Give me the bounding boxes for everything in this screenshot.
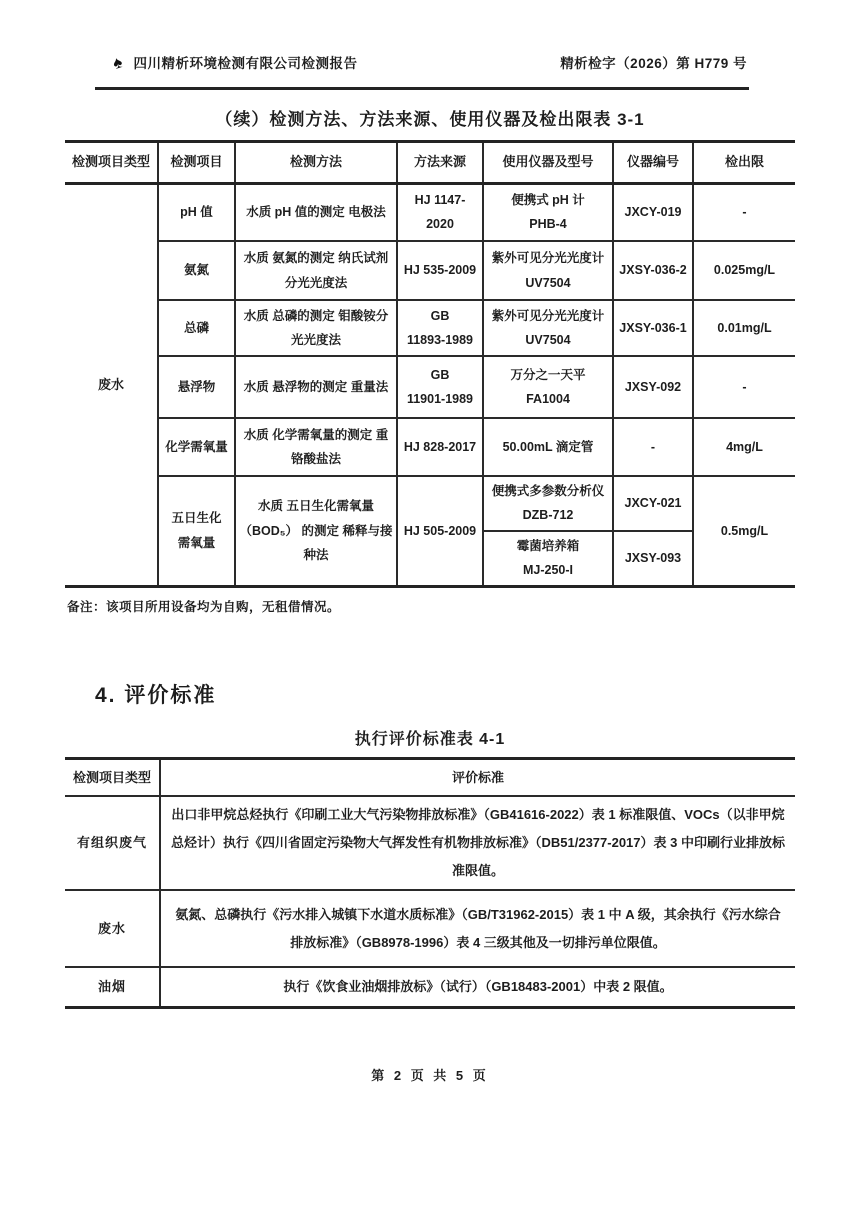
category-cell: 油烟	[65, 967, 160, 1007]
item-cell: 氨氮	[158, 241, 235, 300]
column-header-standard: 评价标准	[160, 758, 795, 796]
table1-title: （续）检测方法、方法来源、使用仪器及检出限表 3-1	[215, 109, 645, 129]
instrument-cell: 便携式多参数分析仪 DZB-712	[483, 476, 613, 531]
method-cell: 水质 五日生化需氧量 （BOD₅） 的测定 稀释与接 种法	[235, 476, 397, 586]
source-cell: HJ 535-2009	[397, 241, 483, 300]
company-title: 四川精析环境检测有限公司检测报告	[133, 56, 358, 71]
table-row	[65, 796, 795, 890]
item-cell: 化学需氧量	[158, 418, 235, 476]
limit-cell: -	[693, 356, 795, 418]
methods-table-header-row	[65, 141, 795, 183]
column-header-source: 方法来源	[397, 141, 483, 183]
method-cell: 水质 化学需氧量的测定 重 铬酸盐法	[235, 418, 397, 476]
table-row	[65, 300, 795, 356]
code-cell: JXSY-036-1	[613, 300, 693, 356]
standards-table	[65, 757, 795, 1009]
code-cell: JXSY-093	[613, 531, 693, 586]
instrument-cell: 霉菌培养箱 MJ-250-I	[483, 531, 613, 586]
standard-cell: 执行《饮食业油烟排放标》（试行）（GB18483-2001）中表 2 限值。	[160, 967, 795, 1007]
source-cell: HJ 1147-2020	[397, 183, 483, 241]
method-cell: 水质 pH 值的测定 电极法	[235, 183, 397, 241]
column-header-category: 检测项目类型	[65, 758, 160, 796]
method-cell: 水质 氨氮的测定 纳氏试剂 分光光度法	[235, 241, 397, 300]
category-cell: 废水	[65, 183, 158, 586]
report-header	[65, 0, 795, 72]
source-cell: HJ 505-2009	[397, 476, 483, 586]
column-header-category: 检测项目类型	[65, 141, 158, 183]
header-rule	[95, 87, 749, 90]
instrument-cell: 紫外可见分光光度计 UV7504	[483, 300, 613, 356]
item-cell: 悬浮物	[158, 356, 235, 418]
column-header-item: 检测项目	[158, 141, 235, 183]
column-header-method: 检测方法	[235, 141, 397, 183]
code-cell: JXCY-019	[613, 183, 693, 241]
source-cell: GB 11901-1989	[397, 356, 483, 418]
table2-title: 执行评价标准表 4-1	[354, 730, 506, 748]
methods-table	[65, 140, 795, 588]
limit-cell: 4mg/L	[693, 418, 795, 476]
table-row	[65, 356, 795, 418]
category-cell: 有组织废气	[65, 796, 160, 890]
source-cell: HJ 828-2017	[397, 418, 483, 476]
section-heading: 4. 评价标准	[95, 683, 217, 707]
item-cell: 总磷	[158, 300, 235, 356]
table-row	[65, 476, 795, 531]
page-number: 第 2 页 共 5 页	[371, 1068, 489, 1083]
company-logo-icon: ♠	[110, 51, 126, 73]
item-cell: 五日生化 需氧量	[158, 476, 235, 586]
table-row	[65, 183, 795, 241]
instrument-cell: 便携式 pH 计 PHB-4	[483, 183, 613, 241]
code-cell: JXSY-092	[613, 356, 693, 418]
column-header-code: 仪器编号	[613, 141, 693, 183]
item-cell: pH 值	[158, 183, 235, 241]
table-row	[65, 241, 795, 300]
category-cell: 废水	[65, 890, 160, 967]
method-cell: 水质 总磷的测定 钼酸铵分 光光度法	[235, 300, 397, 356]
limit-cell: 0.01mg/L	[693, 300, 795, 356]
limit-cell: 0.025mg/L	[693, 241, 795, 300]
doc-number: 精析检字（2026）第 H779 号	[560, 56, 747, 71]
column-header-limit: 检出限	[693, 141, 795, 183]
instrument-cell: 万分之一天平 FA1004	[483, 356, 613, 418]
standard-cell: 出口非甲烷总烃执行《印刷工业大气污染物排放标准》（GB41616-2022）表 1 标准限值、VOCs（以非甲烷总烃计）执行《四川省固定污染物大气挥发性有机物排放标准》（DB51/2377-2017）表 3 中印刷行业排放标准限值。	[160, 796, 795, 890]
code-cell: JXSY-036-2	[613, 241, 693, 300]
standard-cell: 氨氮、总磷执行《污水排入城镇下水道水质标准》（GB/T31962-2015）表 1 中 A 级，其余执行《污水综合排放标准》（GB8978-1996）表 4 三级其他及一切排污单位限值。	[160, 890, 795, 967]
table-row	[65, 418, 795, 476]
instrument-cell: 50.00mL 滴定管	[483, 418, 613, 476]
standards-table-header-row	[65, 758, 795, 796]
header-left	[110, 51, 358, 73]
method-cell: 水质 悬浮物的测定 重量法	[235, 356, 397, 418]
code-cell: JXCY-021	[613, 476, 693, 531]
table-row	[65, 890, 795, 967]
code-cell: -	[613, 418, 693, 476]
column-header-instrument: 使用仪器及型号	[483, 141, 613, 183]
instrument-cell: 紫外可见分光光度计 UV7504	[483, 241, 613, 300]
limit-cell: -	[693, 183, 795, 241]
source-cell: GB 11893-1989	[397, 300, 483, 356]
limit-cell: 0.5mg/L	[693, 476, 795, 586]
table-row	[65, 967, 795, 1007]
table1-note: 备注：该项目所用设备均为自购，无租借情况。	[67, 599, 341, 614]
